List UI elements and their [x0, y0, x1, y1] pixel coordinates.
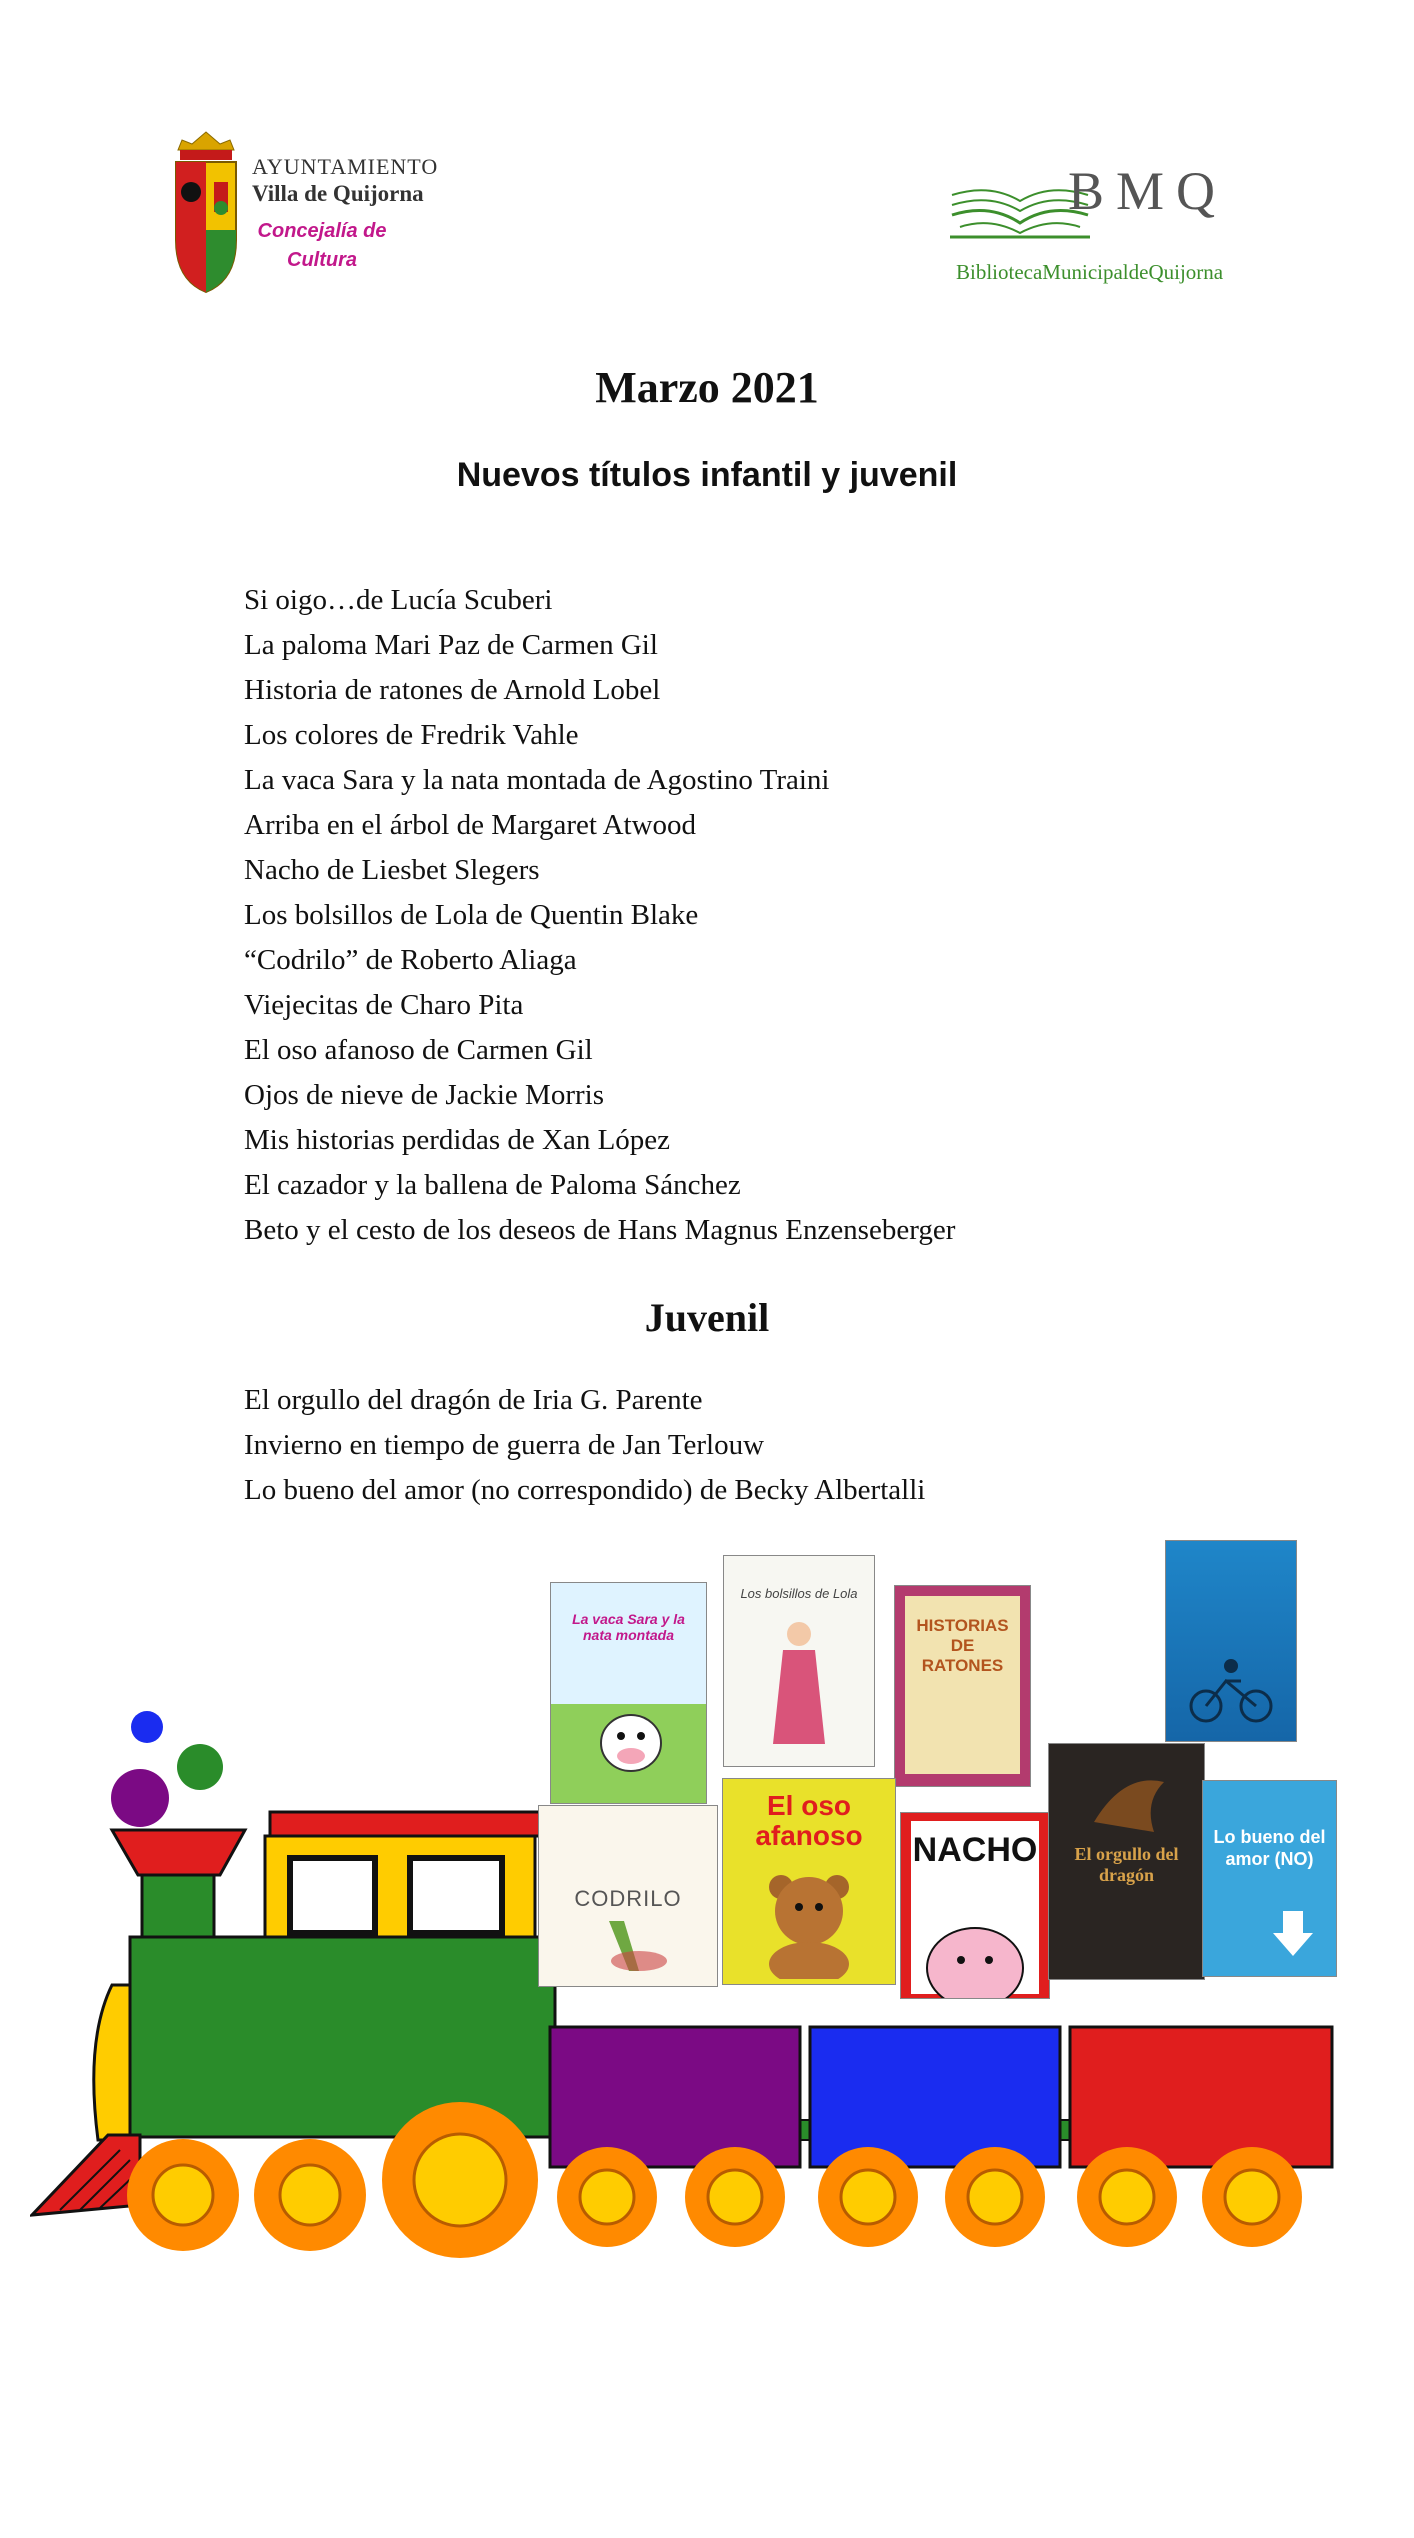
wheel-icon	[557, 2147, 657, 2247]
list-item: El cazador y la ballena de Paloma Sánchez	[244, 1169, 741, 1201]
list-item: Mis historias perdidas de Xan López	[244, 1124, 671, 1156]
list-item: Viejecitas de Charo Pita	[244, 989, 524, 1021]
list-item: Arriba en el árbol de Margaret Atwood	[244, 809, 697, 841]
list-item: Invierno en tiempo de guerra de Jan Terlouw	[244, 1429, 765, 1461]
cow-icon	[591, 1698, 671, 1778]
wheel-icon	[945, 2147, 1045, 2247]
dragon-icon	[1084, 1762, 1174, 1842]
wheel-icon	[685, 2147, 785, 2247]
children-titles-list	[244, 578, 955, 1253]
bicycle-icon	[1186, 1656, 1276, 1726]
wagon-red	[1070, 2027, 1332, 2167]
list-item: Si oigo…de Lucía Scuberi	[244, 584, 553, 616]
list-item: Los colores de Fredrik Vahle	[244, 719, 579, 751]
smoke-puff-icon	[111, 1769, 169, 1827]
book-cover-nacho: NACHO	[900, 1812, 1050, 1999]
wagon-purple	[550, 2027, 800, 2167]
page-subtitle: Nuevos títulos infantil y juvenil	[456, 456, 958, 494]
list-item: El orgullo del dragón de Iria G. Parente	[244, 1384, 703, 1416]
library-name: BibliotecaMunicipaldeQuijorna	[956, 260, 1224, 284]
wheel-icon	[818, 2147, 918, 2247]
list-item: La vaca Sara y la nata montada de Agostino Traini	[244, 764, 830, 796]
book-cover-bolsillos: Los bolsillos de Lola	[723, 1555, 875, 1767]
page-title: Marzo 2021	[595, 363, 819, 412]
girl-figure-icon	[769, 1616, 829, 1756]
coat-of-arms-icon	[170, 130, 242, 300]
list-item: Beto y el cesto de los deseos de Hans Magnus Enzenseberger	[244, 1214, 956, 1246]
smoke-puff-icon	[177, 1744, 223, 1790]
section-heading-juvenil: Juvenil	[644, 1295, 770, 1340]
list-item: El oso afanoso de Carmen Gil	[244, 1034, 593, 1066]
book-cover-bueno: Lo bueno del amor (NO)	[1202, 1780, 1337, 1977]
book-cover-oso: El oso afanoso	[722, 1778, 896, 1985]
wheel-icon	[382, 2102, 538, 2258]
book-cover-codrilo: CODRILO	[538, 1805, 718, 1987]
face-icon	[925, 1908, 1025, 1998]
library-logo	[950, 160, 1260, 310]
book-cover-ratones: HISTORIAS DE RATONES	[894, 1585, 1031, 1787]
list-item: Ojos de nieve de Jackie Morris	[244, 1079, 604, 1111]
list-item: Lo bueno del amor (no correspondido) de Becky Albertalli	[244, 1474, 926, 1506]
wheel-icon	[254, 2139, 366, 2251]
book-cover-orgullo: El orgullo del dragón	[1048, 1743, 1205, 1980]
youth-titles-list	[244, 1378, 925, 1513]
crocodile-icon	[599, 1911, 669, 1981]
smoke-puff-icon	[131, 1711, 163, 1743]
bear-icon	[759, 1869, 859, 1979]
municipality-label: AYUNTAMIENTO	[252, 154, 439, 179]
wheel-icon	[1202, 2147, 1302, 2247]
department-label: Concejalía de Cultura	[257, 220, 387, 271]
wheel-icon	[127, 2139, 239, 2251]
wheel-icon	[1077, 2147, 1177, 2247]
list-item: Los bolsillos de Lola de Quentin Blake	[244, 899, 699, 931]
municipality-name: Villa de Quijorna	[252, 181, 424, 206]
down-arrow-icon	[1273, 1911, 1313, 1956]
list-item: Nacho de Liesbet Slegers	[244, 854, 540, 886]
list-item: Historia de ratones de Arnold Lobel	[244, 674, 661, 706]
list-item: La paloma Mari Paz de Carmen Gil	[244, 629, 658, 661]
book-cover-vaca: La vaca Sara y la nata montada	[550, 1582, 707, 1804]
wagon-blue	[810, 2027, 1060, 2167]
list-item: “Codrilo” de Roberto Aliaga	[244, 944, 577, 976]
book-cover-invierno	[1165, 1540, 1297, 1742]
library-acronym: BMQ	[1068, 161, 1228, 221]
municipality-logo	[170, 130, 470, 300]
train-illustration	[30, 1540, 1360, 2270]
